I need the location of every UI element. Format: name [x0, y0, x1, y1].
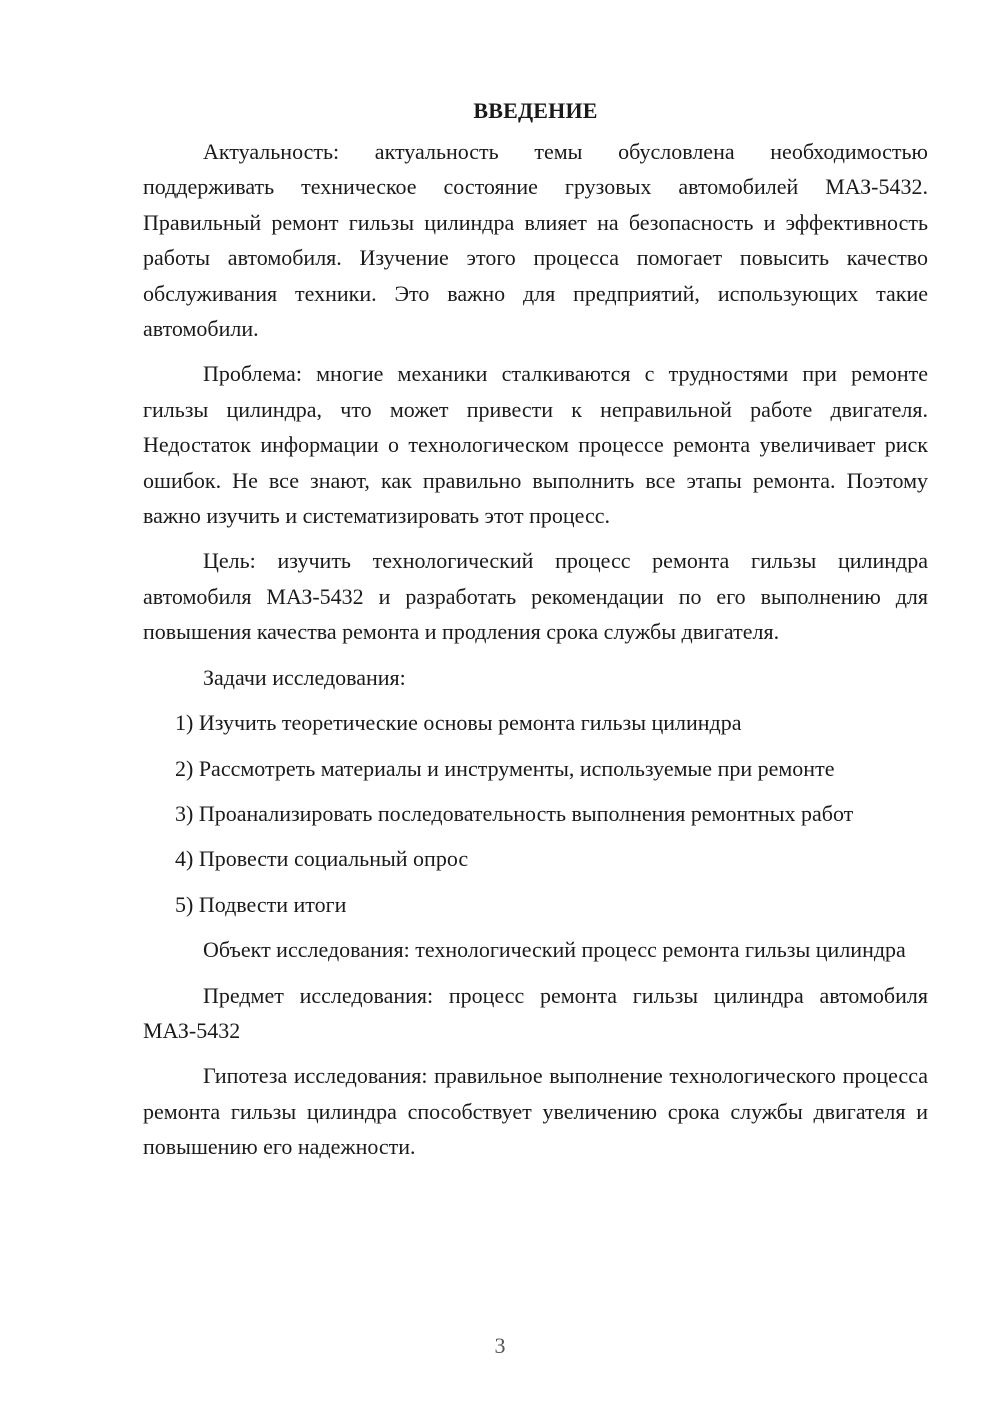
- page-title: ВВЕДЕНИЕ: [473, 98, 598, 123]
- object-paragraph: Объект исследования: технологический процесс ремонта гильзы цилиндра: [203, 937, 906, 963]
- problem-paragraph: Проблема: многие механики сталкиваются с трудностями при ремонте гильзы цилиндра, что может привести к неправильной работе двигателя. Недостаток информации о технологическом процессе ремонта увеличивает риск ошибок. Не все знают, как правильно выполнить все этапы ремонта. Поэтому важно изучить и систематизировать этот процесс.: [143, 361, 928, 529]
- subject-paragraph: Предмет исследования: процесс ремонта гильзы цилиндра автомобиля МАЗ-5432: [143, 982, 928, 1043]
- document-page: [143, 93, 928, 1175]
- task-item-4: 4) Провести социальный опрос: [175, 846, 469, 872]
- goal-paragraph: Цель: изучить технологический процесс ремонта гильзы цилиндра автомобиля МАЗ-5432 и разработать рекомендации по его выполнению для повышения качества ремонта и продления срока службы двигателя.: [143, 548, 928, 645]
- task-item-1: 1) Изучить теоретические основы ремонта гильзы цилиндра: [175, 710, 742, 736]
- relevance-paragraph: Актуальность: актуальность темы обусловлена необходимостью поддерживать техническое состояние грузовых автомобилей МАЗ-5432. Правильный ремонт гильзы цилиндра влияет на безопасность и эффективность работы автомобиля. Изучение этого процесса помогает повысить качество обслуживания техники. Это важно для предприятий, использующих такие автомобили.: [143, 139, 928, 342]
- hypothesis-paragraph: Гипотеза исследования: правильное выполнение технологического процесса ремонта гильзы цилиндра способствует увеличению срока службы двигателя и повышению его надежности.: [143, 1063, 928, 1160]
- tasks-heading: Задачи исследования:: [203, 664, 406, 690]
- task-item-2: 2) Рассмотреть материалы и инструменты, используемые при ремонте: [175, 755, 835, 781]
- task-item-5: 5) Подвести итоги: [175, 891, 347, 917]
- task-item-3: 3) Проанализировать последовательность выполнения ремонтных работ: [175, 800, 854, 826]
- page-number: 3: [494, 1333, 506, 1358]
